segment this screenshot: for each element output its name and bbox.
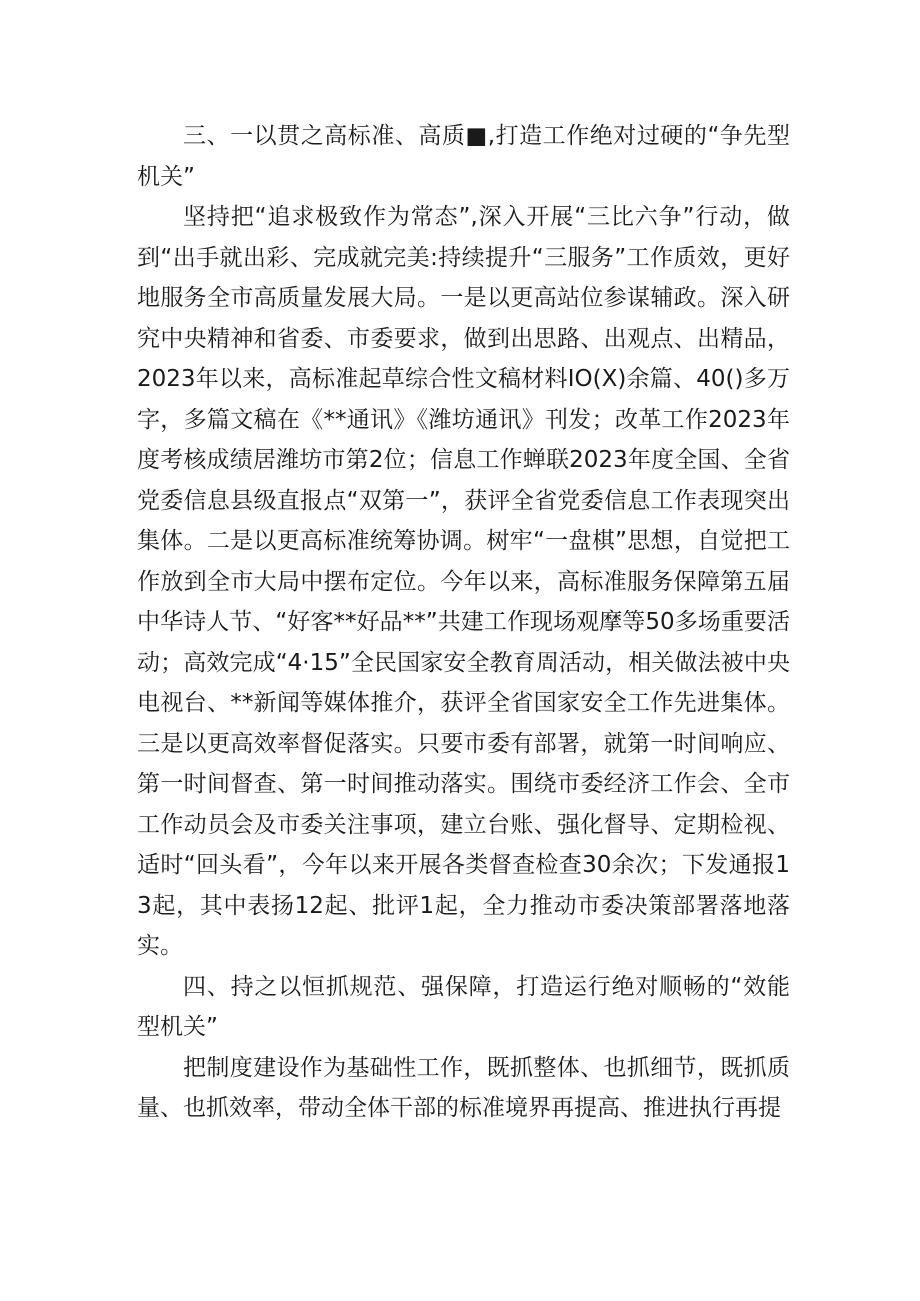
section-heading-four: 四、持之以恒抓规范、强保障，打造运行绝对顺畅的“效能型机关”	[137, 973, 790, 1040]
body-paragraph: 坚持把“追求极致作为常态”,深入开展“三比六争”行动，做到“出手就出彩、完成就完美:持续提升“三服务”工作质效，更好地服务全市高质量发展大局。一是以更高站位参谋辅政。深入研究中央精神和省委、市委要求，做到出思路、出观点、出精品，2023年以来，高标准起草综合性文稿材料IO(X)余篇、40()多万字，多篇文稿在《**通讯》《潍坊通讯》刊发；改革工作2023年度考核成绩居潍坊市第2位；信息工作蝉联2023年度全国、全省党委信息县级直报点“双第一”，获评全省党委信息工作表现突出集体。二是以更高标准统筹协调。树牢“一盘棋”思想，自觉把工作放到全市大局中摆布定位。今年以来，高标准服务保障第五届中华诗人节、“好客**好品**”共建工作现场观摩等50多场重要活动；高效完成“4·15”全民国家安全教育周活动，相关做法被中央电视台、**新闻等媒体推介，获评全省国家安全工作先进集体。三是以更高效率督促落实。只要市委有部署，就第一时间响应、第一时间督查、第一时间推动落实。围绕市委经济工作会、全市工作动员会及市委关注事项，建立台账、强化督导、定期检视、适时“回头看”，今年以来开展各类督查检查30余次；下发通报13起，其中表扬12起、批评1起，全力推动市委决策部署落地落实。	[137, 204, 790, 959]
document-body	[137, 116, 790, 1129]
body-paragraph-continued: 把制度建设作为基础性工作，既抓整体、也抓细节，既抓质量、也抓效率，带动全体干部的标准境界再提高、推进执行再提	[137, 1054, 790, 1121]
section-heading-three: 三、一以贯之高标准、高质■,打造工作绝对过硬的“争先型机关”	[137, 123, 790, 190]
